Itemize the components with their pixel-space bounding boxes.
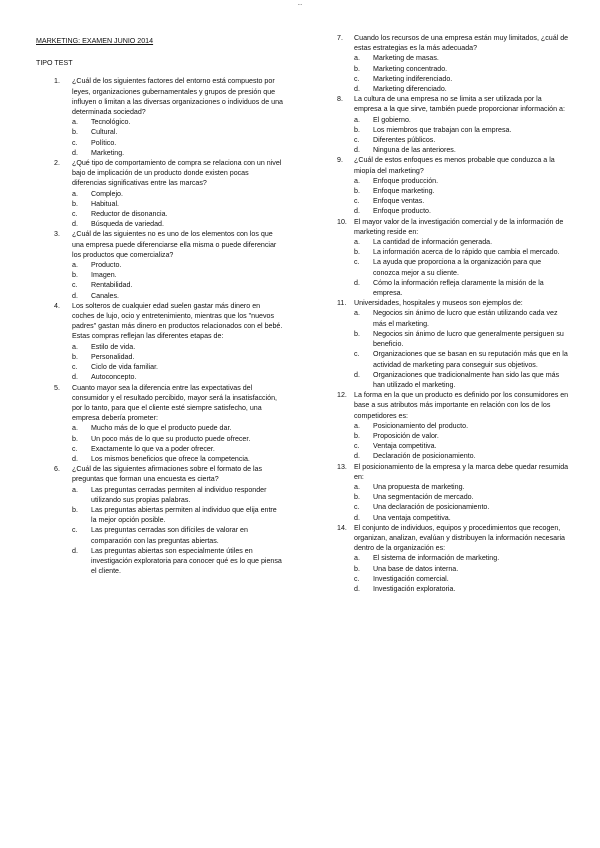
question-item [337, 155, 569, 216]
option-text: Proposición de valor. [373, 431, 439, 440]
option-letter: d. [72, 454, 78, 463]
option-text: Marketing concentrado. [373, 64, 448, 73]
option-letter: b. [354, 564, 360, 573]
option-letter: b. [72, 434, 78, 443]
answer-option [72, 454, 284, 464]
option-letter: c. [354, 350, 360, 359]
option-text: Mucho más de lo que el producto puede dar. [91, 424, 232, 433]
question-text: ¿Cuál de los siguientes factores del entorno está compuesto por leyes, organizaciones gubernamentales y grupos de presión que influyen o limitan a las diversas organizaciones o individuos de una determinada sociedad? [72, 77, 283, 117]
answer-option [354, 186, 569, 196]
question-number: 9. [337, 156, 343, 165]
answer-option [72, 372, 284, 382]
answer-option [72, 260, 284, 270]
option-letter: a. [72, 118, 78, 127]
option-letter: c. [354, 574, 360, 583]
option-letter: c. [354, 258, 360, 267]
option-text: Un poco más de lo que su producto puede ofrecer. [91, 434, 251, 443]
option-text: Producto. [91, 261, 122, 270]
question-number: 1. [54, 77, 60, 86]
question-number: 13. [337, 462, 347, 471]
left-question-list [36, 76, 284, 576]
answer-option [354, 74, 569, 84]
option-letter: c. [72, 526, 78, 535]
option-text: Enfoque producto. [373, 207, 431, 216]
answer-option [72, 117, 284, 127]
option-text: Enfoque ventas. [373, 197, 425, 206]
right-column [337, 33, 569, 594]
option-text: Estilo de vida. [91, 342, 136, 351]
answer-option [354, 247, 569, 257]
option-letter: b. [354, 329, 360, 338]
option-text: Una declaración de posicionamiento. [373, 503, 490, 512]
option-letter: b. [354, 187, 360, 196]
option-letter: b. [354, 125, 360, 134]
option-text: Declaración de posicionamiento. [373, 452, 476, 461]
question-text: ¿Cuál de estos enfoques es menos probable que conduzca a la miopía del marketing? [354, 156, 555, 175]
option-text: Exactamente lo que va a poder ofrecer. [91, 444, 215, 453]
answer-options [72, 423, 284, 464]
option-text: Reductor de disonancia. [91, 210, 168, 219]
option-letter: a. [354, 176, 360, 185]
question-item [36, 464, 284, 576]
option-text: Autoconcepto. [91, 373, 137, 382]
option-letter: c. [72, 138, 78, 147]
option-text: Una ventaja competitiva. [373, 513, 451, 522]
answer-options [354, 237, 569, 298]
option-text: Enfoque marketing. [373, 187, 435, 196]
answer-options [72, 342, 284, 383]
option-text: Ninguna de las anteriores. [373, 146, 456, 155]
option-text: El gobierno. [373, 115, 411, 124]
answer-option [72, 219, 284, 229]
option-text: Habitual. [91, 199, 119, 208]
question-number: 11. [337, 299, 347, 308]
option-text: Organizaciones que tradicionalmente han sido las que más han utilizado el marketing. [373, 370, 560, 389]
option-text: Las preguntas abiertas son especialmente útiles en investigación exploratoria para conocer qué es lo que piensa el cliente. [91, 546, 282, 576]
question-text: La forma en la que un producto es definido por los consumidores en base a sus atributos más importante en relación con los de los competidores es: [354, 391, 569, 420]
answer-option [354, 349, 569, 369]
answer-option [72, 199, 284, 209]
question-number: 3. [54, 230, 60, 239]
answer-option [72, 138, 284, 148]
answer-option [354, 257, 569, 277]
option-letter: b. [72, 505, 78, 514]
option-letter: a. [72, 342, 78, 351]
option-text: La cantidad de información generada. [373, 238, 493, 247]
option-text: La ayuda que proporciona a la organización para que conozca mejor a su cliente. [373, 258, 542, 277]
answer-option [354, 553, 569, 563]
option-letter: d. [72, 546, 78, 555]
answer-option [72, 342, 284, 352]
option-letter: b. [354, 493, 360, 502]
answer-option [354, 206, 569, 216]
question-number: 7. [337, 34, 343, 42]
option-letter: d. [354, 207, 360, 216]
option-letter: b. [354, 431, 360, 440]
answer-option [72, 209, 284, 219]
option-text: Cómo la información refleja claramente la misión de la empresa. [373, 278, 544, 298]
question-item [36, 301, 284, 383]
question-item [337, 298, 569, 390]
option-letter: d. [354, 584, 360, 593]
answer-option [72, 352, 284, 362]
option-letter: c. [354, 136, 360, 145]
answer-option [72, 362, 284, 372]
option-text: Marketing diferenciado. [373, 85, 447, 94]
option-letter: c. [354, 503, 360, 512]
option-text: Una propuesta de marketing. [373, 482, 465, 491]
answer-option [354, 135, 569, 145]
option-text: Negocios sin ánimo de lucro que generalmente persiguen su beneficio. [373, 329, 564, 349]
option-letter: a. [354, 482, 360, 491]
option-text: Personalidad. [91, 352, 135, 361]
right-question-list [337, 33, 569, 594]
answer-option [72, 444, 284, 454]
option-text: Los mismos beneficios que ofrece la competencia. [91, 454, 250, 463]
answer-option [354, 441, 569, 451]
option-letter: a. [72, 485, 78, 494]
answer-option [354, 308, 569, 328]
question-number: 10. [337, 217, 347, 226]
option-text: Organizaciones que se basan en su reputación más que en la actividad de marketing para conseguir sus objetivos. [373, 350, 568, 369]
answer-option [72, 127, 284, 137]
option-letter: d. [72, 148, 78, 157]
question-text: Cuanto mayor sea la diferencia entre las expectativas del consumidor y el resultado percibido, mayor será la insatisfacción, por lo tanto, para que el cliente esté siempre satisfecho, una empresa debería prometer: [72, 383, 278, 423]
option-letter: c. [354, 442, 360, 451]
question-number: 8. [337, 95, 343, 104]
option-text: Una base de datos interna. [373, 564, 459, 573]
option-text: Los miembros que trabajan con la empresa. [373, 125, 512, 134]
answer-option [354, 431, 569, 441]
answer-option [354, 64, 569, 74]
option-letter: a. [72, 424, 78, 433]
option-letter: a. [354, 309, 360, 318]
answer-option [354, 176, 569, 186]
option-letter: d. [354, 146, 360, 155]
option-letter: d. [354, 452, 360, 461]
question-item [36, 229, 284, 300]
answer-option [354, 370, 569, 390]
option-letter: d. [354, 513, 360, 522]
option-text: Ciclo de vida familiar. [91, 363, 159, 372]
answer-option [72, 505, 284, 525]
option-letter: a. [354, 421, 360, 430]
option-letter: b. [72, 199, 78, 208]
option-letter: a. [354, 554, 360, 563]
answer-option [72, 525, 284, 545]
answer-option [72, 434, 284, 444]
option-text: Las preguntas cerradas permiten al individuo responder utilizando sus propias palabras. [91, 485, 267, 504]
answer-option [72, 546, 284, 577]
answer-option [354, 196, 569, 206]
answer-option [354, 84, 569, 94]
answer-option [354, 502, 569, 512]
option-text: Investigación comercial. [373, 574, 449, 583]
answer-option [354, 451, 569, 461]
option-letter: d. [72, 220, 78, 229]
answer-options [72, 117, 284, 158]
question-number: 2. [54, 159, 60, 168]
option-text: Las preguntas cerradas son difíciles de valorar en comparación con las preguntas abiertas. [91, 526, 248, 545]
question-number: 14. [337, 523, 347, 532]
answer-option [354, 584, 569, 594]
question-item [337, 523, 569, 594]
option-letter: d. [354, 85, 360, 94]
option-letter: d. [72, 291, 78, 300]
answer-option [354, 421, 569, 431]
question-text: El mayor valor de la investigación comercial y de la información de marketing reside en: [354, 217, 564, 236]
question-item [337, 217, 569, 299]
answer-option [354, 329, 569, 349]
question-number: 6. [54, 465, 60, 474]
answer-option [354, 53, 569, 63]
question-text: ¿Cuál de las siguientes afirmaciones sobre el formato de las preguntas que forman una encuesta es cierta? [72, 465, 263, 484]
option-text: Marketing. [91, 148, 125, 157]
answer-option [72, 148, 284, 158]
option-text: Canales. [91, 291, 119, 300]
question-number: 12. [337, 391, 347, 400]
answer-option [354, 115, 569, 125]
answer-option [72, 291, 284, 301]
answer-option [354, 492, 569, 502]
option-letter: d. [354, 370, 360, 379]
answer-option [354, 145, 569, 155]
option-text: Marketing de masas. [373, 54, 439, 63]
option-letter: a. [354, 238, 360, 247]
option-letter: c. [354, 74, 360, 83]
answer-option [354, 574, 569, 584]
answer-option [354, 482, 569, 492]
option-letter: c. [354, 197, 360, 206]
answer-options [72, 260, 284, 301]
option-text: Posicionamiento del producto. [373, 421, 469, 430]
answer-option [72, 485, 284, 505]
question-text: Los solteros de cualquier edad suelen gastar más dinero en coches de lujo, ocio y entretenimiento, mientras que los "nuevos padres" gastan más dinero en productos relacionados con el bebé. Estas compras reflejan las diferentes etapas de: [72, 301, 283, 341]
option-text: Diferentes públicos. [373, 136, 436, 145]
option-letter: a. [354, 115, 360, 124]
option-text: Tecnológico. [91, 118, 131, 127]
option-letter: b. [354, 64, 360, 73]
option-text: Complejo. [91, 189, 123, 198]
question-item [337, 462, 569, 523]
option-letter: a. [72, 189, 78, 198]
option-letter: b. [72, 271, 78, 280]
option-letter: b. [72, 352, 78, 361]
answer-option [72, 280, 284, 290]
option-text: Enfoque producción. [373, 176, 439, 185]
question-item [337, 94, 569, 155]
document-subtitle: TIPO TEST [36, 59, 73, 68]
question-text: Cuando los recursos de una empresa están muy limitados, ¿cuál de estas estrategias es la más adecuada? [354, 34, 569, 53]
option-text: Negocios sin ánimo de lucro que están utilizando cada vez más el marketing. [373, 309, 558, 328]
option-text: Político. [91, 138, 117, 147]
option-text: Búsqueda de variedad. [91, 220, 164, 229]
option-text: El sistema de información de marketing. [373, 554, 500, 563]
question-text: ¿Qué tipo de comportamiento de compra se relaciona con un nivel bajo de implicación de un producto donde existen pocas diferencias significativas entre las marcas? [72, 159, 282, 188]
option-letter: c. [72, 444, 78, 453]
answer-options [72, 189, 284, 230]
answer-option [354, 237, 569, 247]
question-text: Universidades, hospitales y museos son ejemplos de: [354, 299, 523, 308]
option-text: La información acerca de lo rápido que cambia el mercado. [373, 248, 560, 257]
question-item [337, 33, 569, 94]
option-letter: c. [72, 210, 78, 219]
question-number: 5. [54, 383, 60, 392]
option-text: Rentabilidad. [91, 281, 133, 290]
answer-option [72, 189, 284, 199]
answer-options [354, 308, 569, 390]
answer-options [354, 421, 569, 462]
answer-option [72, 270, 284, 280]
question-item [36, 76, 284, 158]
left-column [36, 36, 284, 576]
question-text: La cultura de una empresa no se limita a ser utilizada por la empresa a la que sirve, también puede proporcionar información a: [354, 95, 565, 114]
option-letter: c. [72, 281, 78, 290]
option-letter: a. [354, 54, 360, 63]
document-title: MARKETING: EXAMEN JUNIO 2014 [36, 37, 154, 45]
option-text: Cultural. [91, 128, 118, 137]
option-letter: d. [72, 373, 78, 382]
answer-options [354, 482, 569, 523]
answer-options [354, 115, 569, 156]
option-text: Ventaja competitiva. [373, 442, 437, 451]
question-text: El conjunto de individuos, equipos y procedimientos que recogen, organizan, analizan, evalúan y distribuyen la información necesaria dentro de la organización es: [354, 523, 565, 553]
answer-options [72, 485, 284, 577]
page-top-mark: ... [297, 1, 303, 7]
answer-option [354, 278, 569, 298]
question-item [337, 390, 569, 461]
question-item [36, 158, 284, 229]
option-text: Marketing indiferenciado. [373, 74, 453, 83]
answer-option [354, 564, 569, 574]
question-item [36, 383, 284, 465]
option-letter: a. [72, 261, 78, 270]
option-text: Una segmentación de mercado. [373, 493, 474, 502]
option-letter: d. [354, 278, 360, 287]
option-text: Investigación exploratoria. [373, 584, 456, 593]
question-text: El posicionamiento de la empresa y la marca debe quedar resumida en: [354, 462, 569, 481]
question-number: 4. [54, 301, 60, 310]
answer-options [354, 176, 569, 217]
option-letter: b. [72, 128, 78, 137]
answer-option [354, 125, 569, 135]
option-text: Imagen. [91, 271, 117, 280]
answer-options [354, 553, 569, 594]
answer-option [354, 513, 569, 523]
option-text: Las preguntas abiertas permiten al individuo que elija entre la mejor opción posible. [91, 505, 277, 525]
option-letter: c. [72, 363, 78, 372]
option-letter: b. [354, 248, 360, 257]
answer-option [72, 423, 284, 433]
question-text: ¿Cuál de las siguientes no es uno de los elementos con los que una empresa puede diferenciarse ella misma o puede diferenciar los productos que comercializa? [72, 230, 277, 259]
answer-options [354, 53, 569, 94]
